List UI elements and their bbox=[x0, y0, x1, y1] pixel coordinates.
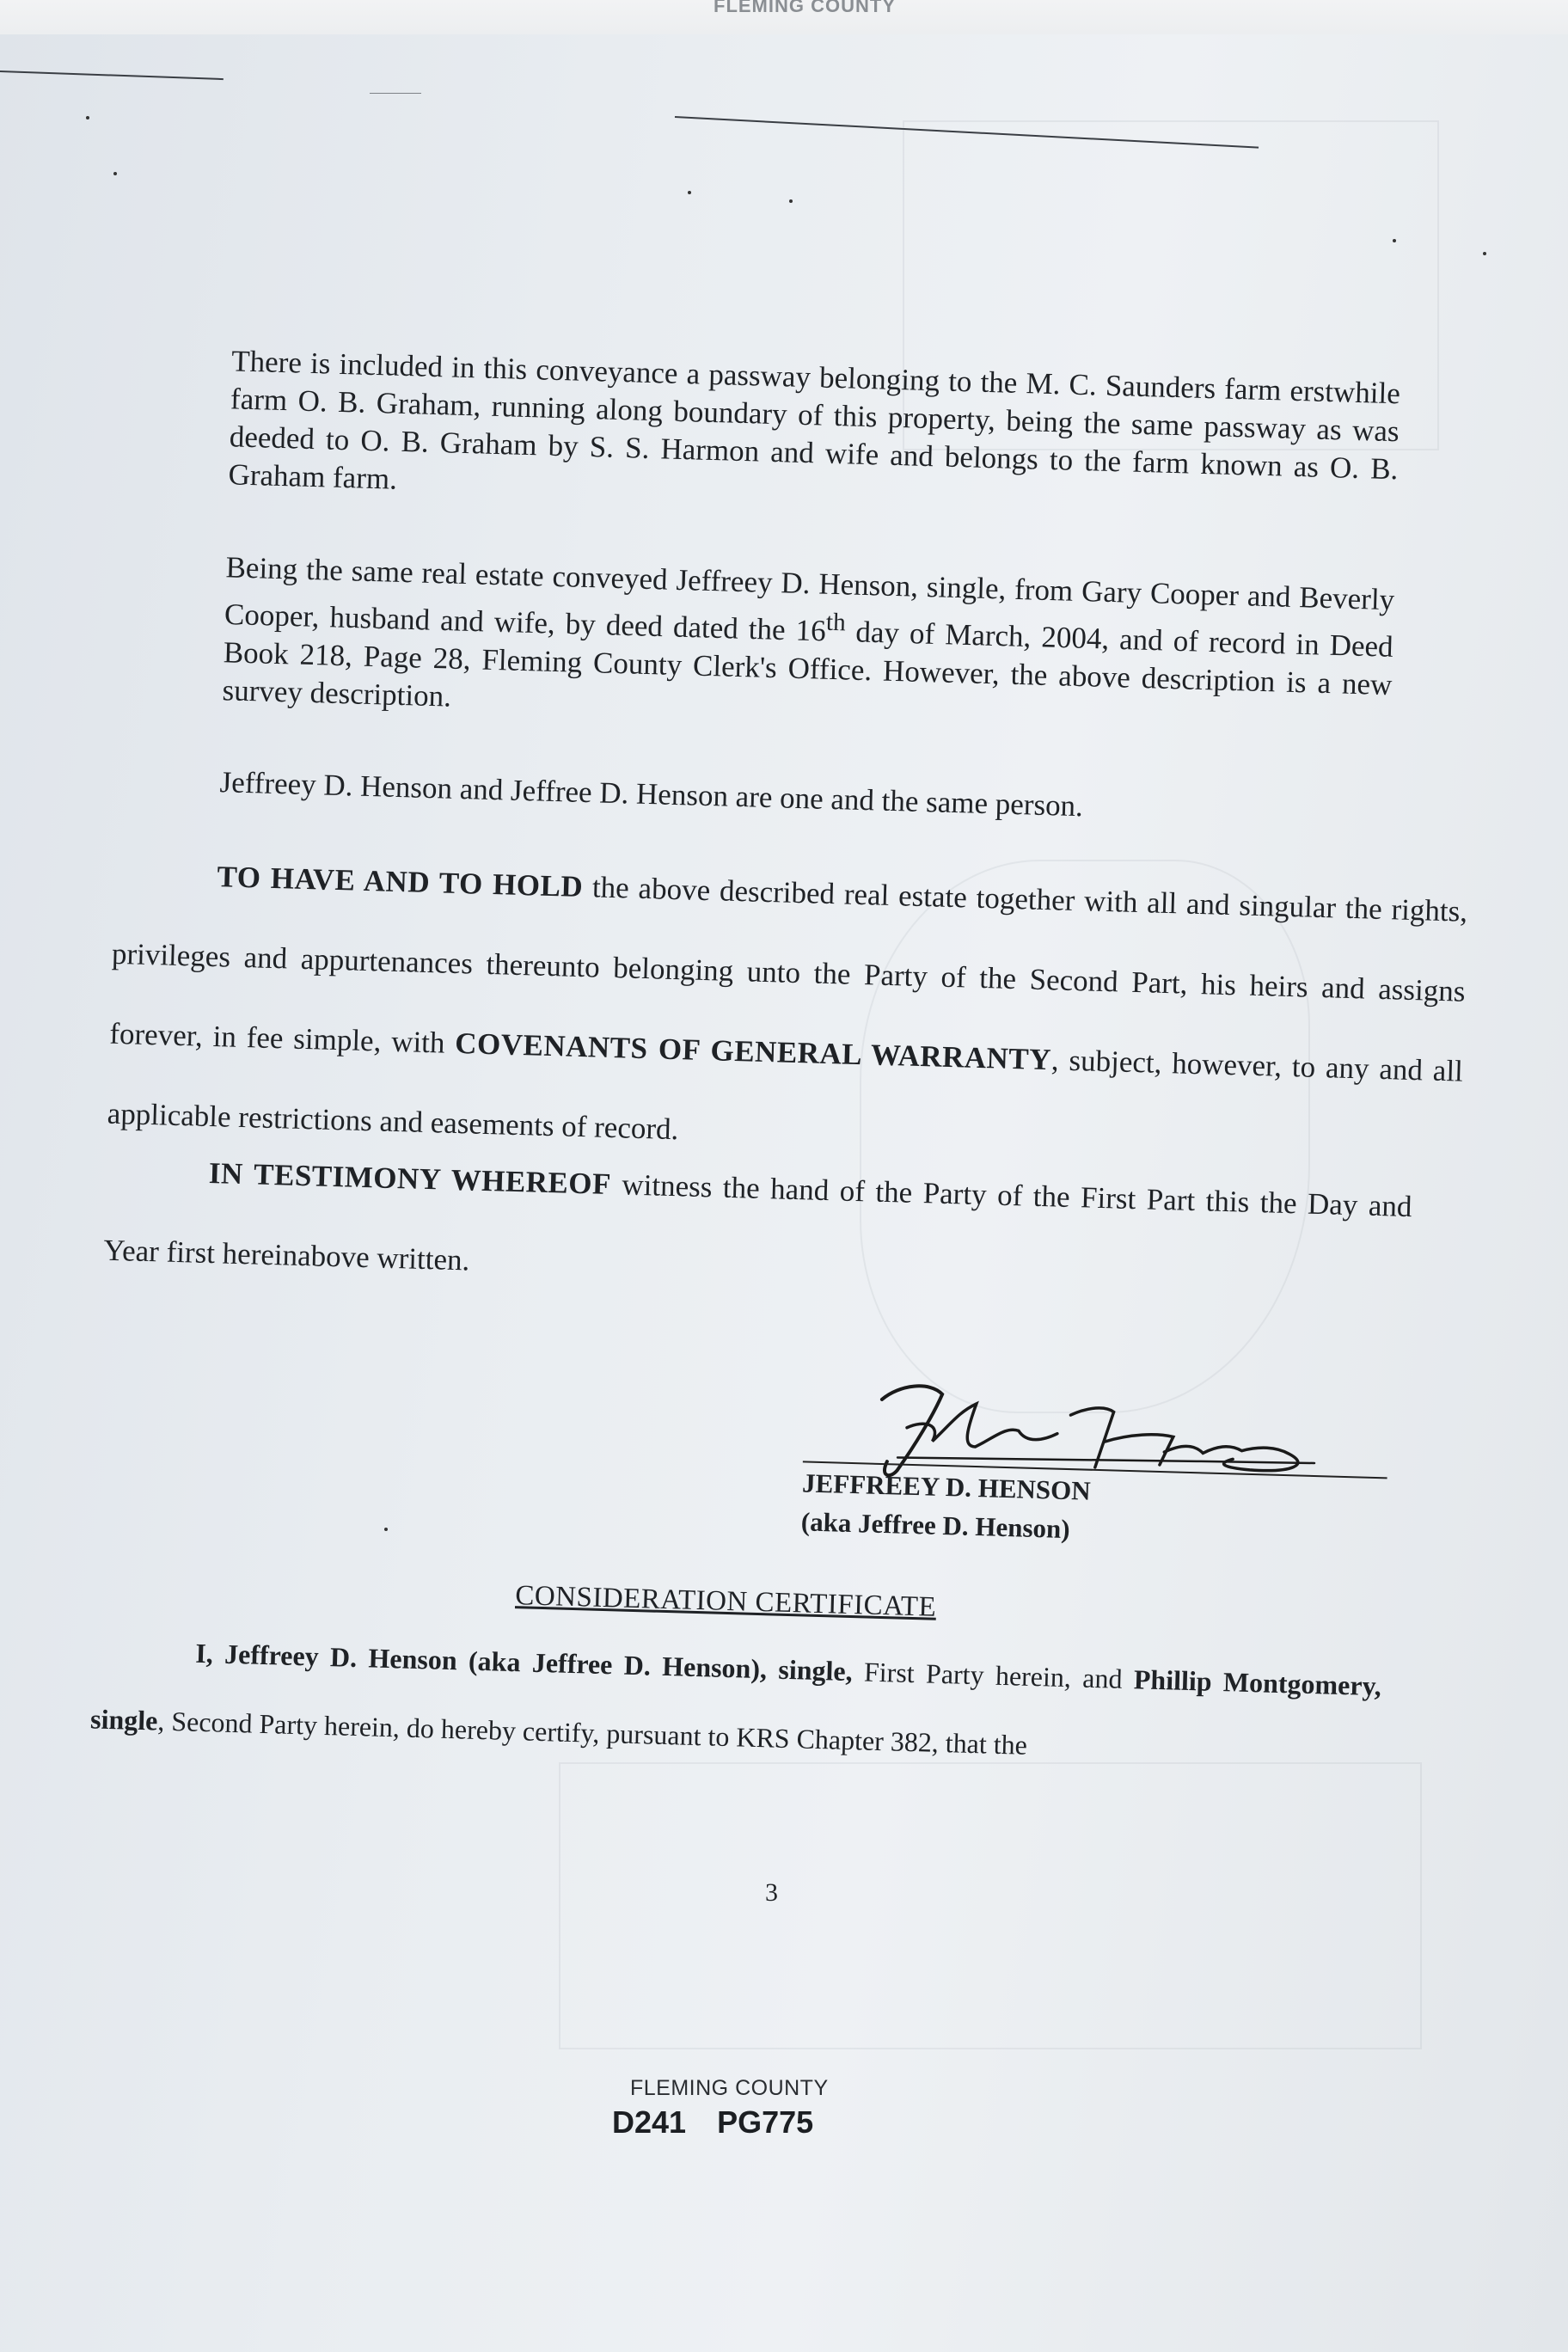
footer-county: FLEMING COUNTY bbox=[630, 2076, 829, 2100]
deed-page-number: PG775 bbox=[717, 2104, 814, 2140]
consideration-text-cont: , Second Party herein, do hereby certify, pursuant to KRS Chapter 382, that the bbox=[156, 1705, 1028, 1761]
speck bbox=[1393, 239, 1396, 242]
consideration-paragraph bbox=[89, 1615, 1382, 1789]
speck bbox=[688, 191, 691, 194]
speck bbox=[789, 199, 793, 203]
top-rule-mark bbox=[370, 93, 421, 94]
ordinal-suffix: th bbox=[825, 608, 847, 637]
testimony-lead: IN TESTIMONY WHEREOF bbox=[208, 1155, 612, 1202]
deed-book-number: D241 bbox=[612, 2104, 687, 2140]
consideration-certificate-title: CONSIDERATION CERTIFICATE bbox=[514, 1580, 937, 1623]
warranty-covenant: COVENANTS OF GENERAL WARRANTY bbox=[454, 1026, 1052, 1077]
speck bbox=[1483, 252, 1486, 255]
habendum-text: the above described real estate together with all and singular the rights, privileges and appurtenances thereunto belonging unto the Party of the Second Part, his heirs and assigns forever, in fee simple, with bbox=[108, 870, 1468, 1060]
testimony-text: witness the hand of the Party of the First Part this the Day and Year first hereinabove written. bbox=[102, 1167, 1412, 1277]
source-text-cont: day of March, 2004, and of record in Deed Book 218, Page 28, Fleming County Clerk's Office. However, the above description is a new survey description. bbox=[222, 615, 1394, 714]
source-paragraph bbox=[222, 548, 1395, 742]
speck bbox=[113, 172, 117, 175]
bleed-through-shape bbox=[559, 1762, 1422, 2049]
consideration-text: First Party herein, and bbox=[852, 1656, 1135, 1695]
book-page-stamp bbox=[612, 2104, 813, 2141]
source-text: Being the same real estate conveyed Jeffreey D. Henson, single, from Gary Cooper and Beverly Cooper, husband and wife, by deed dated the 16 bbox=[224, 550, 1395, 648]
page-number: 3 bbox=[765, 1878, 778, 1907]
same-person-paragraph: Jeffreey D. Henson and Jeffree D. Henson are one and the same person. bbox=[219, 765, 1084, 824]
signature-block bbox=[800, 1364, 1407, 1570]
top-rule-left bbox=[0, 70, 224, 80]
passway-paragraph: There is included in this conveyance a passway belonging to the M. C. Saunders farm erstwhile farm O. B. Graham, running along boundary of this property, being the same passway as was deeded to O. B. Graham by S. S. Harmon and wife and belongs to the farm known as O. B. Graham farm. bbox=[228, 344, 1401, 496]
first-party: I, Jeffreey D. Henson (aka Jeffree D. Henson), single, bbox=[194, 1637, 854, 1687]
header-county-stamp: FLEMING COUNTY bbox=[714, 0, 896, 16]
speck bbox=[86, 116, 89, 119]
signer-aka: (aka Jeffree D. Henson) bbox=[800, 1506, 1071, 1545]
signer-name: JEFFREEY D. HENSON bbox=[801, 1467, 1092, 1506]
speck bbox=[384, 1528, 388, 1531]
second-party: Phillip Montgomery, single bbox=[89, 1663, 1382, 1736]
habendum-end: , subject, however, to any and all applicable restrictions and easements of record. bbox=[107, 1043, 1464, 1147]
habendum-lead: TO HAVE AND TO HOLD bbox=[217, 860, 584, 903]
